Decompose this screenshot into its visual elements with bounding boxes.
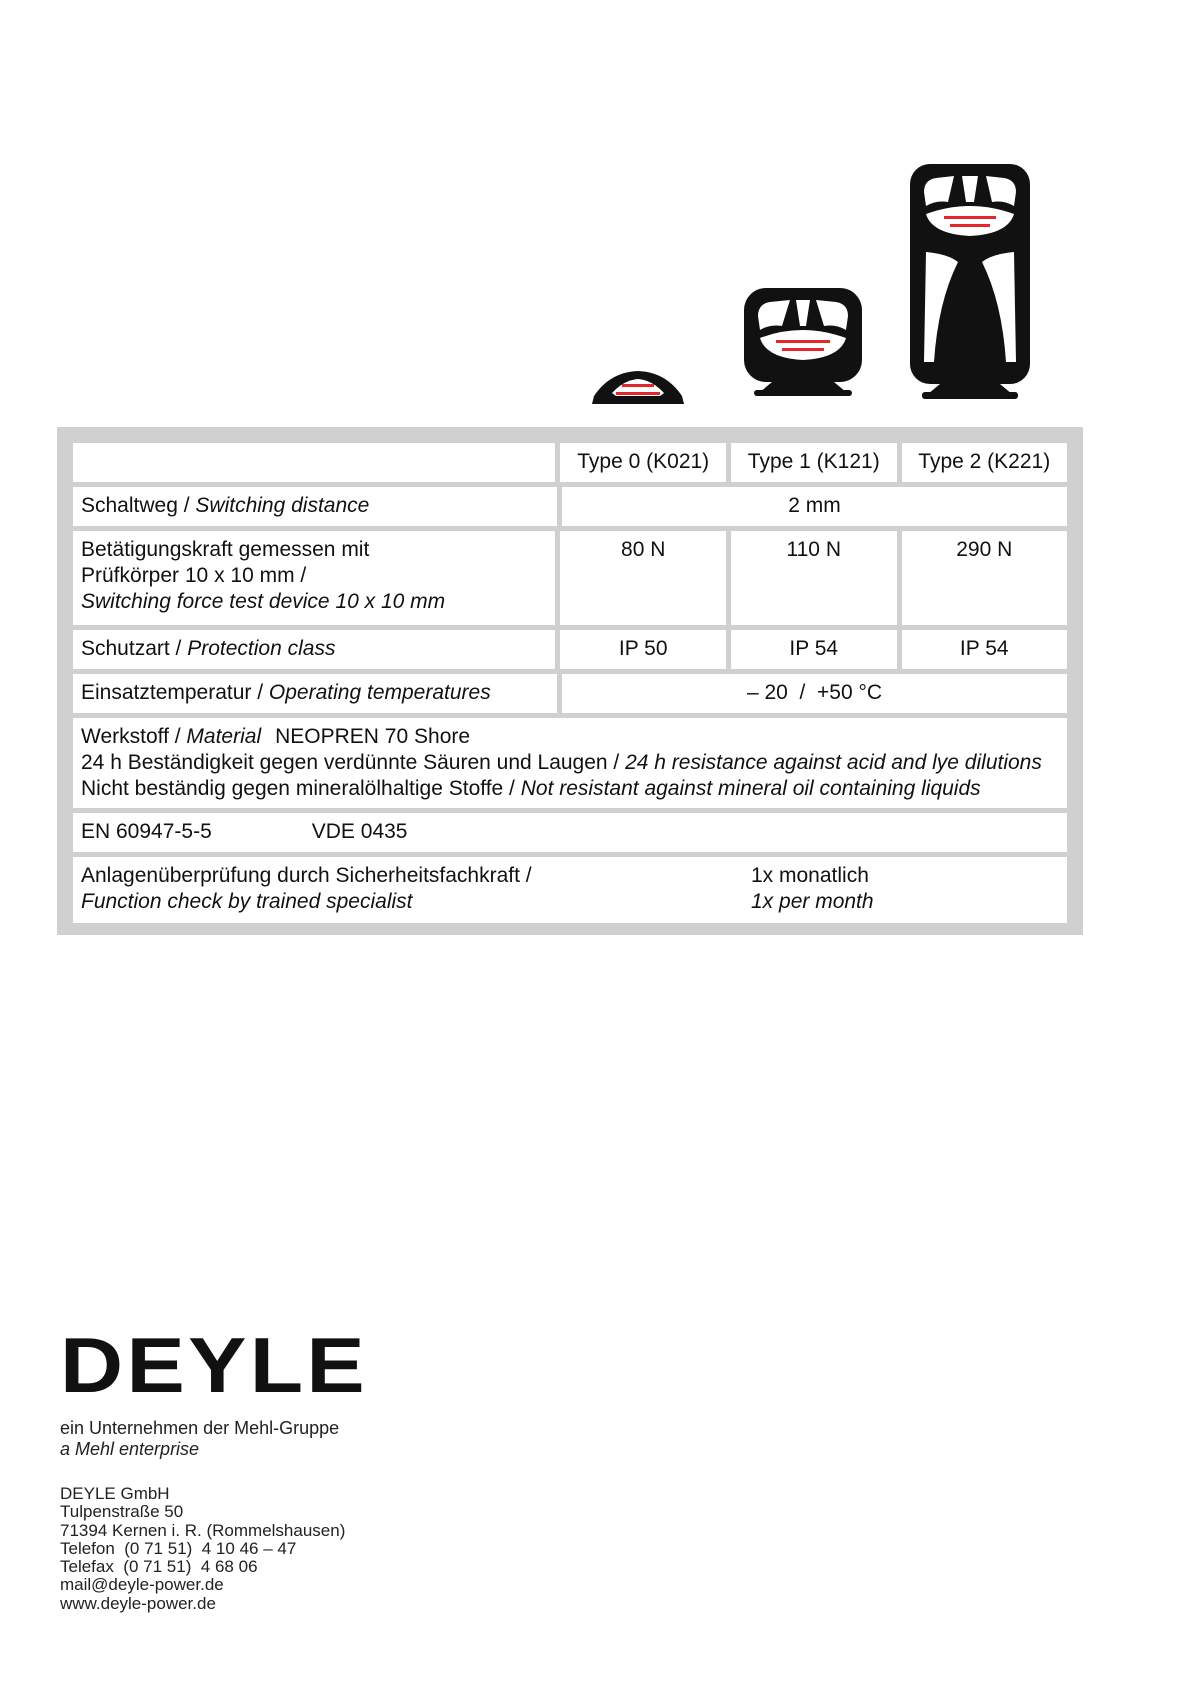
table-row-switching-force — [73, 531, 1067, 625]
switching-label: Schaltweg / Switching distance — [73, 487, 557, 526]
header-type2: Type 2 (K221) — [902, 443, 1068, 482]
table-row-standards — [73, 813, 1067, 852]
profile-illustrations — [0, 0, 1191, 420]
address-email: mail@deyle-power.de — [60, 1575, 224, 1595]
standard-en: EN 60947-5-5 — [81, 820, 212, 843]
table-row-material — [73, 718, 1067, 808]
force-value-type0: 80 N — [560, 531, 726, 625]
standards-cell — [73, 813, 1067, 852]
check-label-en: Function check by trained specialist — [81, 890, 413, 913]
deyle-logo: DEYLE — [60, 1321, 369, 1409]
table-header-empty — [73, 443, 555, 482]
profile-type1-icon — [742, 286, 864, 398]
force-value-type1: 110 N — [731, 531, 897, 625]
protection-label: Schutzart / Protection class — [73, 630, 555, 669]
check-label-de: Anlagenüberprüfung durch Sicherheitsfachkraft / — [81, 864, 532, 887]
company-address — [60, 1485, 345, 1613]
material-value: NEOPREN 70 Shore — [275, 725, 471, 748]
table-row-switching-distance — [73, 487, 1067, 526]
check-value-en: 1x per month — [751, 890, 874, 913]
temperature-label: Einsatztemperatur / Operating temperatures — [73, 674, 557, 713]
force-value-type2: 290 N — [902, 531, 1068, 625]
force-label: Betätigungskraft gemessen mit Prüfkörper 10 x 10 mm / Switching force test device 10 x 10 mm — [73, 531, 555, 625]
material-cell: Werkstoff / Material NEOPREN 70 Shore 24 h Beständigkeit gegen verdünnte Säuren und Laugen / 24 h resistance against acid and lye dilutions Nicht beständig gegen mineralölhaltige Stoffe / Not resistant against mineral oil containing liquids — [73, 718, 1067, 808]
address-web: www.deyle-power.de — [60, 1593, 216, 1613]
header-type0: Type 0 (K021) — [560, 443, 726, 482]
profile-type2-icon — [908, 162, 1032, 402]
protection-value-type1: IP 54 — [731, 630, 897, 669]
spec-table — [57, 427, 1083, 935]
protection-value-type2: IP 54 — [902, 630, 1068, 669]
check-cell — [73, 857, 1067, 923]
table-row-protection-class — [73, 630, 1067, 669]
header-type1: Type 1 (K121) — [731, 443, 897, 482]
table-header-row — [73, 443, 1067, 482]
profile-type0-icon — [590, 366, 686, 406]
address-city: 71394 Kernen i. R. (Rommelshausen) — [60, 1520, 346, 1540]
address-company: DEYLE GmbH — [60, 1484, 170, 1503]
address-phone: Telefon (0 71 51) 4 10 46 – 47 — [60, 1538, 297, 1558]
standard-vde: VDE 0435 — [311, 820, 408, 843]
temperature-value: – 20 / +50 °C — [562, 674, 1067, 713]
table-row-function-check — [73, 857, 1067, 923]
address-street: Tulpenstraße 50 — [60, 1502, 184, 1522]
check-value-de: 1x monatlich — [751, 864, 869, 887]
brand-tagline: ein Unternehmen der Mehl-Gruppe a Mehl enterprise — [60, 1418, 340, 1459]
table-row-operating-temperature — [73, 674, 1067, 713]
address-fax: Telefax (0 71 51) 4 68 06 — [60, 1557, 258, 1577]
protection-value-type0: IP 50 — [560, 630, 726, 669]
switching-value: 2 mm — [562, 487, 1067, 526]
